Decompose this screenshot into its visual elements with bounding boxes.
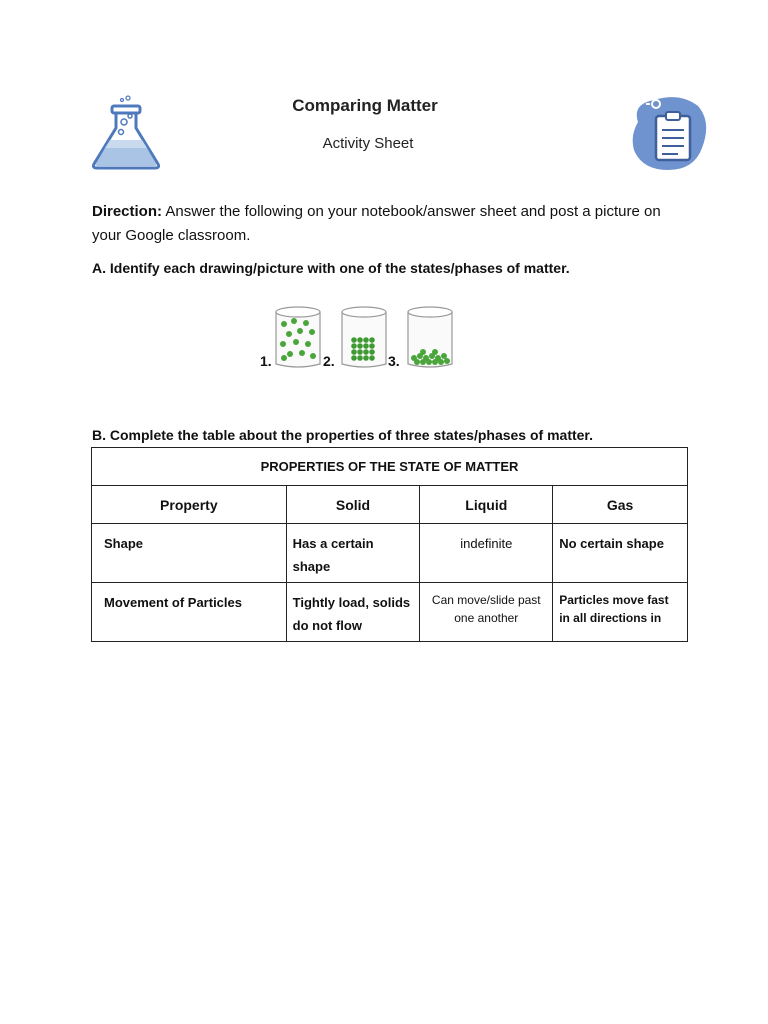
item-number-3: 3. — [388, 353, 400, 369]
table-cell: Can move/slide past one another — [420, 583, 553, 642]
table-header-row — [92, 486, 688, 524]
beaker-solid-icon — [342, 307, 386, 367]
item-number-2: 2. — [323, 353, 335, 369]
column-header-solid: Solid — [286, 486, 420, 524]
table-cell: Movement of Particles — [92, 583, 287, 642]
table-row — [92, 583, 688, 642]
table-cell: Tightly load, solids do not flow — [286, 583, 420, 642]
table-cell: Particles move fast in all directions in — [553, 583, 688, 642]
item-number-1: 1. — [260, 353, 272, 369]
page-subtitle: Activity Sheet — [322, 135, 414, 152]
page-title: Comparing Matter — [292, 96, 438, 115]
table-title: PROPERTIES OF THE STATE OF MATTER — [92, 448, 688, 486]
direction-label: Direction: — [92, 203, 163, 220]
section-b-heading: B. Complete the table about the properties of three states/phases of matter. — [92, 427, 593, 443]
section-a-heading: A. Identify each drawing/picture with one of the states/phases of matter. — [92, 260, 570, 276]
table-cell: Has a certain shape — [286, 524, 420, 583]
direction-paragraph — [92, 200, 672, 248]
beakers-illustration — [272, 304, 462, 372]
beaker-gas-icon — [276, 307, 320, 367]
table-cell: indefinite — [420, 524, 553, 583]
direction-text: Answer the following on your notebook/answer sheet and post a picture on your Google classroom. — [92, 203, 661, 244]
column-header-gas: Gas — [553, 486, 688, 524]
column-header-property: Property — [92, 486, 287, 524]
beaker-liquid-icon — [408, 307, 452, 367]
column-header-liquid: Liquid — [420, 486, 553, 524]
table-cell: No certain shape — [553, 524, 688, 583]
properties-table — [91, 447, 688, 642]
table-cell: Shape — [92, 524, 287, 583]
table-row — [92, 524, 688, 583]
